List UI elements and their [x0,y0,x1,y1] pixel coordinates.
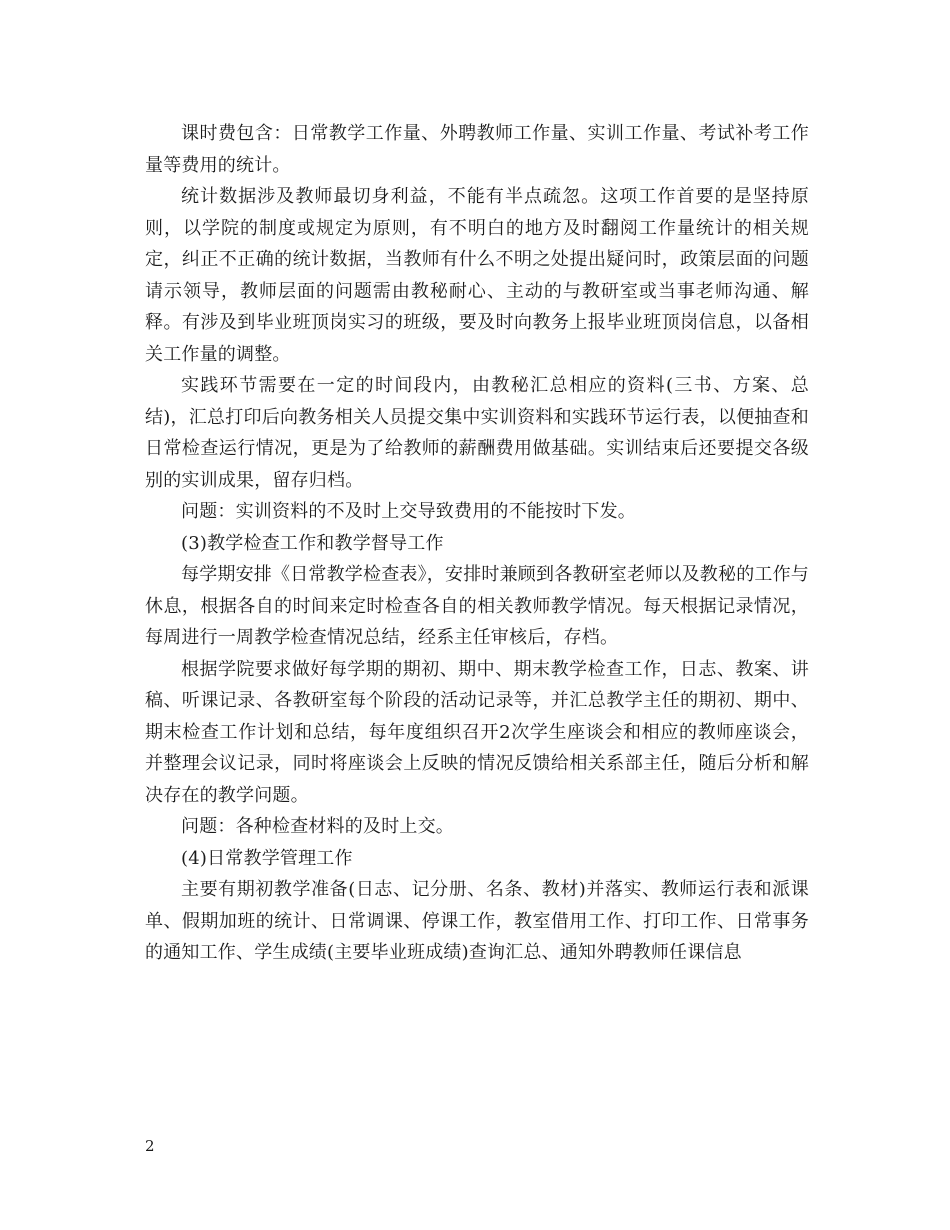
paragraph-problem-training: 问题：实训资料的不及时上交导致费用的不能按时下发。 [181,501,636,522]
document-body [145,118,809,969]
paragraph-inspection-schedule: 每学期安排《日常教学检查表》，安排时兼顾到各教研室老师以及教秘的工作与休息，根据各自的时间来定时检查各自的相关教师教学情况。每天根据记录情况，每周进行一周教学检查情况总结，经系主任审核后，存档。 [145,564,809,648]
paragraph-problem-inspection: 问题：各种检查材料的及时上交。 [181,816,454,837]
section-heading-daily-management: (4)日常教学管理工作 [181,847,353,869]
paragraph-practice: 实践环节需要在一定的时间段内，由教秘汇总相应的资料(三书、方案、总结)，汇总打印后向教务相关人员提交集中实训资料和实践环节运行表，以便抽查和日常检查运行情况，更是为了给教师的薪酬费用做基础。实训结束后还要提交各级别的实训成果，留存归档。 [145,375,809,491]
paragraph-statistics: 统计数据涉及教师最切身利益，不能有半点疏忽。这项工作首要的是坚持原则，以学院的制度或规定为原则，有不明白的地方及时翻阅工作量统计的相关规定，纠正不正确的统计数据，当教师有什么不明之处提出疑问时，政策层面的问题请示领导，教师层面的问题需由教秘耐心、主动的与教研室或当事老师沟通、解释。有涉及到毕业班顶岗实习的班级，要及时向教务上报毕业班顶岗信息，以备相关工作量的调整。 [145,186,809,365]
page-number: 2 [145,1137,155,1155]
paragraph-daily-management: 主要有期初教学准备(日志、记分册、名条、教材)并落实、教师运行表和派课单、假期加班的统计、日常调课、停课工作，教室借用工作、打印工作、日常事务的通知工作、学生成绩(主要毕业班成绩)查询汇总、通知外聘教师任课信息 [145,879,809,963]
paragraph-inspection-requirements: 根据学院要求做好每学期的期初、期中、期末教学检查工作，日志、教案、讲稿、听课记录、各教研室每个阶段的活动记录等，并汇总教学主任的期初、期中、期末检查工作计划和总结，每年度组织召开2次学生座谈会和相应的教师座谈会，并整理会议记录，同时将座谈会上反映的情况反馈给相关系部主任，随后分析和解决存在的教学问题。 [145,658,809,806]
section-heading-inspection: (3)教学检查工作和教学督导工作 [181,532,444,554]
paragraph-class-fee: 课时费包含：日常教学工作量、外聘教师工作量、实训工作量、考试补考工作量等费用的统计。 [145,123,809,176]
